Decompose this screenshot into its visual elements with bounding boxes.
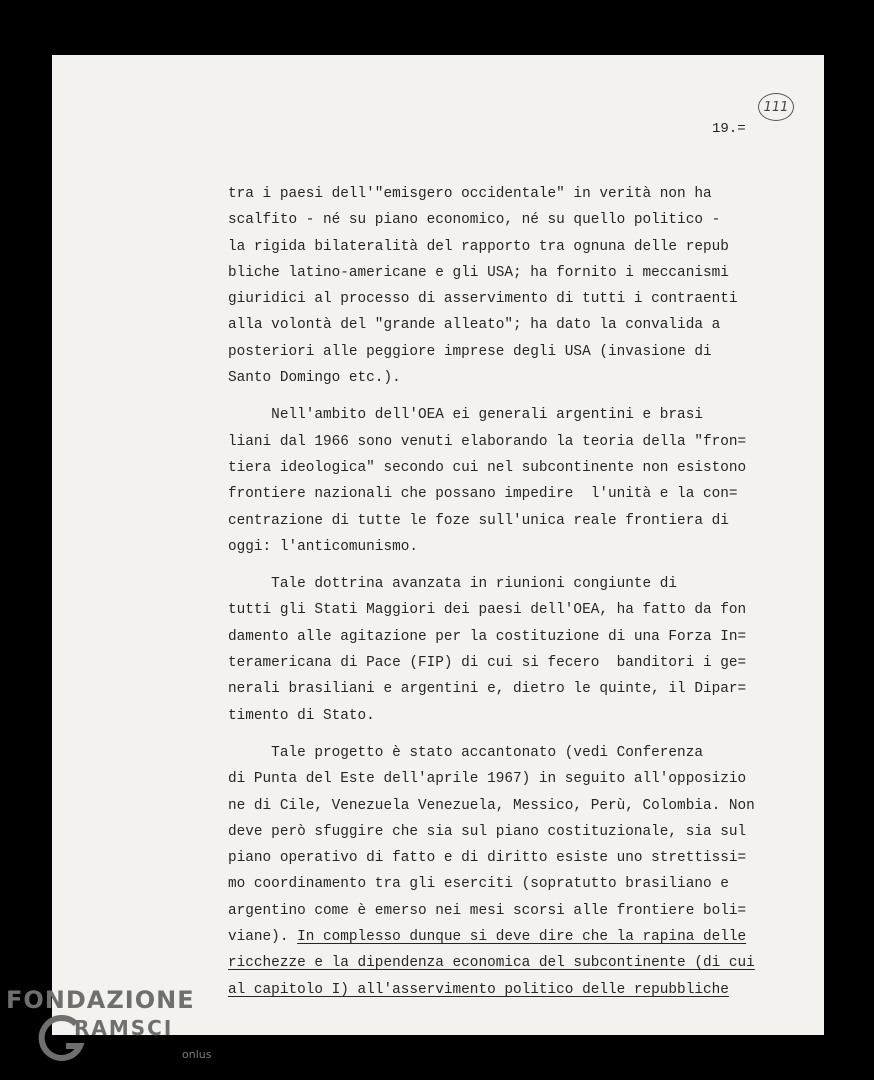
text-line — [228, 924, 808, 950]
text-line-content: bliche latino-americane e gli USA; ha fornito i meccanismi — [228, 264, 729, 281]
text-line — [228, 624, 808, 650]
logo-line-1: FONDAZIONE — [6, 986, 195, 1014]
underlined-text: In complesso dunque si deve dire che la rapina delle — [297, 929, 747, 946]
text-line-content: tra i paesi dell'"emisgero occidentale" in verità non ha — [228, 186, 712, 202]
text-line — [228, 455, 808, 481]
underlined-text: al capitolo I) all'asservimento politico delle repubbliche — [228, 981, 729, 998]
text-line-content: mo coordinamento tra gli eserciti (sopratutto brasiliano e — [228, 876, 729, 893]
text-line-content: ne di Cile, Venezuela Venezuela, Messico, Perù, Colombia. Non — [228, 797, 755, 814]
text-line — [228, 339, 808, 365]
text-line — [228, 650, 808, 676]
text-line — [228, 481, 808, 507]
text-line — [228, 365, 808, 391]
text-line-content: liani dal 1966 sono venuti elaborando la teoria della "fron= — [228, 433, 747, 450]
text-line-content: oggi: l'anticomunismo. — [228, 538, 418, 555]
text-line — [228, 676, 808, 702]
typewritten-text — [228, 181, 808, 1003]
fondazione-gramsci-logo — [6, 986, 226, 1076]
text-line — [228, 534, 808, 560]
text-line — [228, 571, 808, 597]
text-line-content: frontiere nazionali che possano impedire l'unità e la con= — [228, 486, 738, 503]
text-line — [228, 703, 808, 729]
text-line-content: piano operativo di fatto e di diritto esiste uno strettissi= — [228, 850, 747, 867]
text-line — [228, 402, 808, 428]
text-line — [228, 793, 808, 819]
paragraph-gap — [228, 560, 808, 571]
text-line — [228, 871, 808, 897]
text-line — [228, 898, 808, 924]
text-line-content: di Punta del Este dell'aprile 1967) in seguito all'opposizio — [228, 771, 747, 788]
text-line-content: centrazione di tutte le foze sull'unica reale frontiera di — [228, 512, 729, 529]
logo-line-3: onlus — [182, 1048, 212, 1061]
logo-line-2: RAMSCI — [74, 1016, 174, 1040]
text-line-content: la rigida bilateralità del rapporto tra ognuna delle repub — [228, 238, 729, 255]
text-line-content: tutti gli Stati Maggiori dei paesi dell'OEA, ha fatto da fon — [228, 602, 747, 619]
text-line-content: teramericana di Pace (FIP) di cui si fecero banditori i ge= — [228, 655, 747, 672]
text-line-content: viane). — [228, 929, 298, 946]
paragraph-gap — [228, 391, 808, 402]
text-line — [228, 429, 808, 455]
text-line — [228, 597, 808, 623]
text-line — [228, 234, 808, 260]
paragraph-gap — [228, 729, 808, 740]
text-line — [228, 766, 808, 792]
text-line-content: alla volontà del "grande alleato"; ha dato la convalida a — [228, 317, 721, 334]
underlined-text: ricchezze e la dipendenza economica del subcontinente (di cui — [228, 955, 755, 972]
text-line-content: damento alle agitazione per la costituzione di una Forza In= — [228, 628, 747, 645]
text-line-content: Santo Domingo etc.). — [228, 370, 401, 387]
text-line-content: scalfito - né su piano economico, né su quello politico - — [228, 212, 721, 229]
text-line — [228, 181, 808, 207]
text-line-content: posteriori alle peggiore imprese degli USA (invasione di — [228, 343, 712, 360]
text-line — [228, 845, 808, 871]
text-line-content: deve però sfuggire che sia sul piano costituzionale, sia sul — [228, 823, 747, 840]
text-line — [228, 286, 808, 312]
text-line — [228, 740, 808, 766]
text-line-content: Tale progetto è stato accantonato (vedi Conferenza — [228, 744, 703, 761]
text-line-content: argentino come è emerso nei mesi scorsi alle frontiere boli= — [228, 902, 747, 919]
text-line — [228, 207, 808, 233]
document-page — [52, 55, 824, 1035]
text-line-content: nerali brasiliani e argentini e, dietro le quinte, il Dipar= — [228, 681, 747, 698]
text-line — [228, 508, 808, 534]
text-line-content: giuridici al processo di asservimento di tutti i contraenti — [228, 291, 738, 308]
text-line-content: timento di Stato. — [228, 707, 375, 724]
text-line — [228, 312, 808, 338]
text-line-content: Nell'ambito dell'OEA ei generali argentini e brasi — [228, 407, 703, 424]
text-line — [228, 977, 808, 1003]
archive-stamp: 111 — [758, 93, 794, 121]
text-line — [228, 260, 808, 286]
page-number: 19.= — [712, 121, 746, 137]
text-line — [228, 950, 808, 976]
text-line-content: Tale dottrina avanzata in riunioni congiunte di — [228, 576, 678, 593]
text-line-content: tiera ideologica" secondo cui nel subcontinente non esistono — [228, 459, 747, 476]
text-line — [228, 819, 808, 845]
